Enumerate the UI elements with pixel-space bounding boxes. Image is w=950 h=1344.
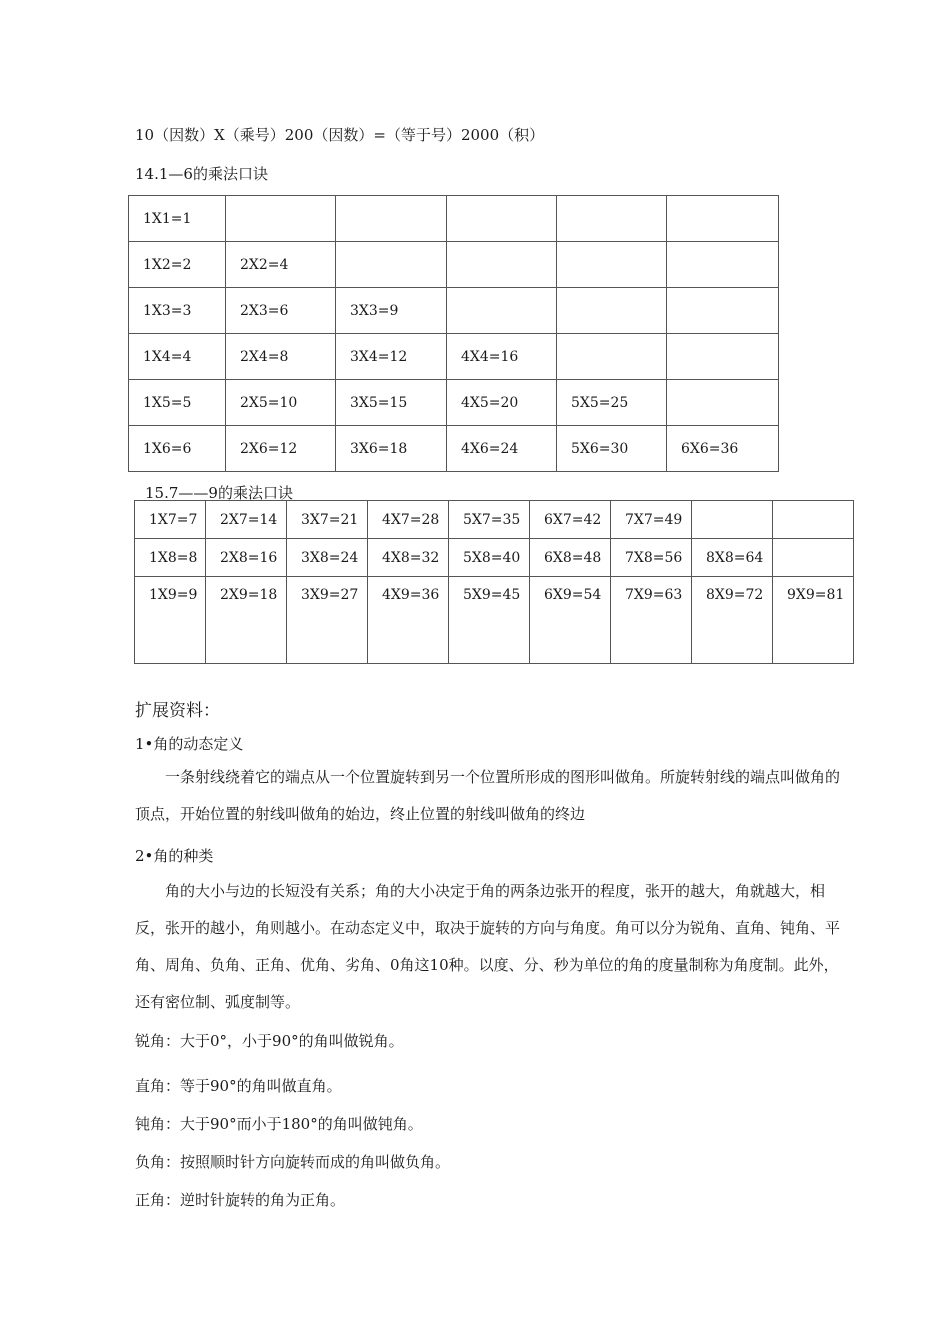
section-14-title: 14.1—6的乘法口诀 [135,165,268,183]
multiplication-table-1-6 [128,195,779,472]
table-cell: 1X6=6 [129,426,226,472]
positive-angle-line: 正角：逆时针旋转的角为正角。 [135,1191,346,1209]
table-cell: 2X6=12 [226,426,336,472]
intro-line: 10（因数）X（乘号）200（因数）=（等于号）2000（积） [135,126,545,144]
table-cell: 3X4=12 [336,334,447,380]
table-cell: 6X7=42 [530,501,611,539]
table-cell: 9X9=81 [773,577,854,664]
table-cell: 3X6=18 [336,426,447,472]
table-cell [667,334,779,380]
table-cell [336,196,447,242]
table-cell: 6X9=54 [530,577,611,664]
table-cell: 5X7=35 [449,501,530,539]
item2-paragraph: 角的大小与边的长短没有关系；角的大小决定于角的两条边张开的程度，张开的越大，角就越大，相反，张开的越小，角则越小。在动态定义中，取决于旋转的方向与角度。角可以分为锐角、直角、钝角、平角、周角、负角、正角、优角、劣角、0角这10种。以度、分、秒为单位的角的度量制称为角度制。此外，还有密位制、弧度制等。 [135,882,841,1011]
table-cell: 2X7=14 [206,501,287,539]
table-cell: 1X3=3 [129,288,226,334]
multiplication-table-7-9 [134,500,854,664]
table-cell: 2X9=18 [206,577,287,664]
table-cell [667,380,779,426]
table-cell: 3X3=9 [336,288,447,334]
table-row [135,577,854,664]
item1-paragraph: 一条射线绕着它的端点从一个位置旋转到另一个位置所形成的图形叫做角。所旋转射线的端点叫做角的顶点，开始位置的射线叫做角的始边，终止位置的射线叫做角的终边 [135,768,841,823]
table-cell: 4X7=28 [368,501,449,539]
table-cell [667,288,779,334]
table-cell [773,501,854,539]
table-cell: 1X2=2 [129,242,226,288]
negative-angle-line: 负角：按照顺时针方向旋转而成的角叫做负角。 [135,1153,451,1171]
table-cell: 7X8=56 [611,539,692,577]
table-cell: 4X5=20 [447,380,557,426]
table-cell: 2X5=10 [226,380,336,426]
table-cell: 2X8=16 [206,539,287,577]
table-cell [226,196,336,242]
table-cell: 4X9=36 [368,577,449,664]
table-cell: 8X8=64 [692,539,773,577]
table-cell [773,539,854,577]
extended-heading: 扩展资料： [135,701,220,721]
obtuse-angle-line: 钝角：大于90°而小于180°的角叫做钝角。 [135,1115,423,1133]
table-cell [692,501,773,539]
table-cell [557,242,667,288]
table-cell: 3X5=15 [336,380,447,426]
table-cell: 1X9=9 [135,577,206,664]
table-cell: 1X8=8 [135,539,206,577]
table-cell: 2X4=8 [226,334,336,380]
table-cell: 1X5=5 [129,380,226,426]
table-row [129,242,779,288]
table-row [135,539,854,577]
table-cell [557,334,667,380]
table-cell: 7X7=49 [611,501,692,539]
acute-angle-line: 锐角：大于0°，小于90°的角叫做锐角。 [135,1032,404,1050]
table-row [129,380,779,426]
table-cell: 1X1=1 [129,196,226,242]
section-15-title: 15.7——9的乘法口诀 [145,484,293,502]
table-cell: 2X3=6 [226,288,336,334]
table-cell: 5X6=30 [557,426,667,472]
table-cell [557,196,667,242]
table-cell: 3X8=24 [287,539,368,577]
table-cell: 2X2=4 [226,242,336,288]
item1-title: 1•角的动态定义 [135,735,244,753]
table-row [129,288,779,334]
table-cell [447,242,557,288]
item2-title: 2•角的种类 [135,847,214,865]
table-cell: 1X4=4 [129,334,226,380]
table-row [135,501,854,539]
table-row [129,334,779,380]
table-cell: 4X6=24 [447,426,557,472]
table-cell: 5X5=25 [557,380,667,426]
table-cell: 1X7=7 [135,501,206,539]
table-cell [447,288,557,334]
table-cell: 6X8=48 [530,539,611,577]
table-cell [447,196,557,242]
table-cell: 4X4=16 [447,334,557,380]
table-cell: 7X9=63 [611,577,692,664]
right-angle-line: 直角：等于90°的角叫做直角。 [135,1077,342,1095]
table-row [129,196,779,242]
table-row [129,426,779,472]
table-cell: 5X8=40 [449,539,530,577]
table-cell: 3X9=27 [287,577,368,664]
table-cell [336,242,447,288]
table-cell [557,288,667,334]
table-cell: 4X8=32 [368,539,449,577]
table-cell: 8X9=72 [692,577,773,664]
table-cell: 5X9=45 [449,577,530,664]
table-cell [667,242,779,288]
table-cell: 3X7=21 [287,501,368,539]
table-cell: 6X6=36 [667,426,779,472]
table-cell [667,196,779,242]
